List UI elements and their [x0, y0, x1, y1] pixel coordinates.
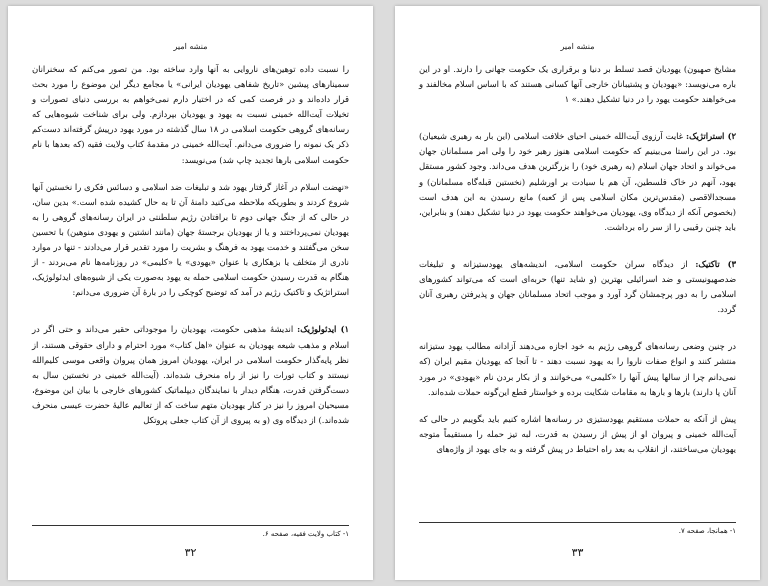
paragraph: را نسبت داده توهین‌های ناروایی به آنها وارد ساخته بود. من تصور می‌کنم که سخنرانان سمینارهای پیشین «تاریخ شفاهی یهودیان ایرانی» یا مجامع دیگر این موضوع را مورد بحث قرار داده‌اند و در فرصت کمی که در اختیار دارم نمی‌خواهم به بررسی دنیای تصورات و تخیلات آیت‌الله خمینی نسبت به یهود و یهودیان بپردازم. ولی برای شناخت شیوه‌هایی که رسانه‌های گروهی حکومت اسلامی در ۱۸ سال گذشته در مورد یهود درپیش گرفته‌اند دست‌کم ذکر یک نمونه را ضروری می‌دانم. آیت‌الله خمینی در مقدمهٔ کتاب ولایت فقیه (که بعدها با نام حکومت اسلامی بارها تجدید چاپ شد) می‌نویسد: — [32, 64, 349, 165]
footnote: ۱- همانجا، صفحه ۷. — [678, 527, 736, 535]
page-header: منشه امیر — [173, 42, 208, 51]
left-page — [8, 6, 373, 580]
footnote-divider — [419, 522, 736, 523]
paragraph-text: غایت آرزوی آیت‌الله خمینی احیای خلافت اسلامی (این بار به رهبری شیعیان) بود. در این راستا می‌بینیم که حکومت اسلامی هنوز رهبر خود را ولی امر مسلمانان جهان می‌خواند و اتحاد جهان اسلام (به رهبری خود) را بزرگترین هدف می‌داند. وجود کشور مستقل یهود، آنهم در خاک فلسطین، آن هم با سیادت بر اورشلیم (نخستین قبله‌گاه مسلمانان) و مسجدالاقصی (مقدس‌ترین مکان اسلامی پس از کعبه) مانع رسیدن به این هدف است (بخصوص آنکه از دیدگاه وی، یهودیان می‌خواهند حکومت یهود در دنیا تشکیل دهند) و بنابراین، باید چنین رقیبی را از سر راه برداشت. — [419, 131, 736, 232]
page-number: ۳۲ — [184, 546, 197, 559]
paragraph — [419, 257, 736, 317]
page-header: منشه امیر — [560, 42, 595, 51]
page-body — [419, 62, 736, 469]
paragraph: مشایخ صهیون) یهودیان قصد تسلط بر دنیا و برقراری یک حکومت جهانی را دارند. او در این باره می‌نویسد: «یهودیان و پشتیبانان خارجی آنها کسانی هستند که با اساس اسلام مخالفند و می‌خواهند حکومت یهود را در دنیا تشکیل دهند.» ۱ — [419, 64, 736, 105]
paragraph: پیش از آنکه به حملات مستقیم یهودستیزی در رسانه‌ها اشاره کنیم باید بگوییم در حالی که آیت‌الله خمینی و پیروان او از پیش از رسیدن به قدرت، لبه تیز حمله را مستقیماً متوجه یهودیان می‌ساختند، از انقلاب به بعد راه احتیاط در پیش گرفته و به جای یهود از واژه‌های — [419, 413, 736, 454]
page-body — [32, 62, 349, 440]
paragraph — [419, 129, 736, 235]
paragraph-text: اندیشهٔ مذهبی حکومت، یهودیان را موجوداتی حقیر می‌داند و حتی اگر در اسلام و مذهب شیعه یهودیان به عنوان «اهل کتاب» مورد احترام و دارای حقوقی هستند، از نظر پایه‌گذار حکومت اسلامی در ایران، یهودیان امروز همان پیروان واقعی موسی کلیم‌الله نیستند و کتاب تورات را نیز از راه منحرف شده‌اند. (آیت‌الله خمینی در نخستین سال به دست‌گرفتن قدرت، هنگام دیدار با نمایندگان دیپلماتیک کشورهای خارجی با بیان این موضوع، مسیحیان امروز را نیز در کنار یهودیان متهم ساخت که از تعالیم عالیهٔ حضرت عیسی منحرف شده‌اند.) از دیدگاه وی (و به پیروی از آن کتاب جعلی پروتکل — [32, 324, 349, 425]
paragraph — [32, 322, 349, 428]
footnote: ۱- کتاب ولایت فقیه، صفحه ۶. — [262, 530, 349, 538]
page-number: ۳۳ — [571, 546, 584, 559]
section-title: ۲) استراتژیک: — [686, 131, 736, 142]
right-page — [395, 6, 760, 580]
paragraph-text: از دیدگاه سران حکومت اسلامی، اندیشه‌های یهودستیزانه و تبلیغات ضدصهیونیستی و ضد اسرائیلی بهترین (و شاید تنها) حربه‌ای است که می‌تواند کشورهای اسلامی را به دور پرچمشان گرد آورد و موجب اتحاد مسلمانان جهان و پذیرفتن رهبری آنان گردد. — [419, 258, 736, 315]
section-title: ۳) تاکتیک: — [695, 258, 736, 269]
paragraph: در چنین وضعی رسانه‌های گروهی رژیم به خود اجازه می‌دهند آزادانه مطالب یهود ستیزانه منتشر کنند و انواع صفات ناروا را به یهود نسبت دهند - تا آنجا که یهودیان مقیم ایران (که نمی‌دانم چرا از سالها پیش آنها را «کلیمی» می‌خوانند و از بکار بردن نام «یهودی» در مورد آنان پا دارند) بارها و بارها به مقامات شکایت برده و خواستار قطع این‌گونه حملات شده‌اند. — [419, 341, 736, 397]
footnote-divider — [32, 525, 349, 526]
section-title: ۱) ایدئولوژیک: — [297, 324, 349, 335]
paragraph: «نهضت اسلام در آغاز گرفتار یهود شد و تبلیغات ضد اسلامی و دسائس فکری را نخستین آنها شروع کردند و بطوریکه ملاحظه می‌کنید دامنهٔ آن تا به حال کشیده شده است.» بدین سان، در حالی که از جنگ جهانی دوم تا برافتادن رژیم سلطنتی در ایران رسانه‌های گروهی را به یهودیان نمی‌پرداختند و یا از یهودیان برجستهٔ جهان (مانند انشتین و یهودی منوهین) با تحسین سخن می‌گفتند و خدمت یهود به فرهنگ و بشریت را مورد تقدیر قرار می‌دادند - تنها در موارد نادری از متخلف یا بزهکاری با عنوان «یهودی» یا «کلیمی» در روزنامه‌ها نام می‌بردند - از هنگام به قدرت رسیدن حکومت اسلامی حمله به یهود به‌صورت یکی از شیوه‌های ایدئولوژیک، استراتژیک و تاکتیک رژیم در آمد که توضیح کوچکی را در بارهٔ آن ضروری می‌دانم: — [32, 181, 349, 298]
